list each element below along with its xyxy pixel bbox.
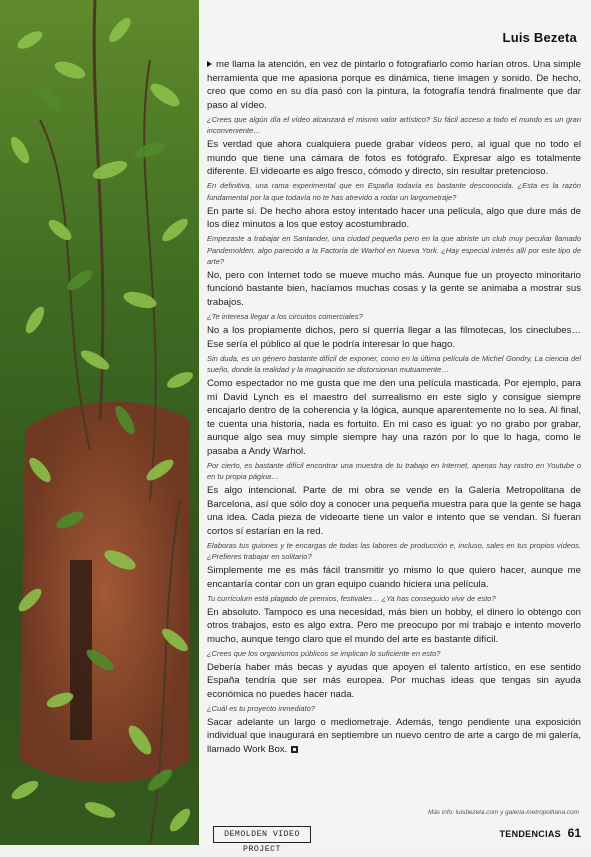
answer-paragraph: En absoluto. Tampoco es una necesidad, más bien un hobby, el dinero lo obtengo con otros trabajos, esto es algo extra. Pero me preocupo por mi trabajo e intento moverlo mucho, aunque tengo claro que el mundo del arte es bastante difícil. [207, 606, 581, 645]
answer-paragraph: me llama la atención, en vez de pintarlo o fotografiarlo como harían otros. Una simple herramienta que me apasiona porque es dinámica, tiene imagen y sonido. De hecho, creo que como en su día pasó con la pintura, la fotografía tendrá finalmente que dar paso al vídeo. [207, 59, 581, 111]
answer-paragraph: Es verdad que ahora cualquiera puede grabar vídeos pero, al igual que no todo el mundo que tiene una cámara de fotos es fotógrafo. Expresar algo es totalmente diferente. El videoarte es algo fresco, cómodo y directo, sin resultar pretencioso. [207, 139, 581, 177]
answer-paragraph: Simplemente me es más fácil transmitir yo mismo lo que quiero hacer, aunque me encantaría contar con un gran equipo cuando hiciera una película. [207, 565, 581, 590]
answer-paragraph [207, 716, 581, 757]
page-number: 61 [567, 826, 581, 840]
question-paragraph: ¿Crees que algún día el vídeo alcanzará el mismo valor artístico? Su fácil acceso a todo el mundo es un gran inconveniente… [207, 114, 581, 135]
answer-paragraph: En parte sí. De hecho ahora estoy intentado hacer una película, algo que dure más de los diez minutos a los que estoy acostumbrado. [207, 205, 581, 230]
article-page [199, 0, 591, 845]
section-name: TENDENCIAS [499, 829, 561, 839]
project-label: DEMOLDEN VIDEO PROJECT [213, 826, 311, 843]
question-paragraph: Tu currículum está plagado de premios, festivales… ¿Ya has conseguido vivir de esto? [207, 593, 496, 603]
more-info-line: Más info: luisbezeta.com y galeria-metropolitana.com [428, 809, 579, 816]
author-name: Luis Bezeta [502, 30, 577, 45]
answer-text: Sacar adelante un largo o mediometraje. Además, tengo pendiente una exposición individual que inaugurará en septiembre un nuevo centro de arte a cargo de mi galería, llamado Work Box. [207, 716, 581, 755]
foliage-photo [0, 0, 199, 845]
answer-paragraph: No a los propiamente dichos, pero sí querría llegar a las filmotecas, los cineclubes… Ese sería el público al que le podría interesar lo que hago. [207, 325, 581, 350]
question-paragraph: Sin duda, es un género bastante difícil de exponer, como en la última película de Michel Gondry, La ciencia del sueño, donde la realidad y la imaginación se distorsionan mutuamente… [207, 353, 581, 374]
answer-paragraph: Como espectador no me gusta que me den una película masticada. Por ejemplo, para mí David Lynch es el maestro del surrealismo en este siglo y consigue siempre encajarlo dentro de la coherencia y la lógica, aunque aparentemente no lo sea. Al final, te cuenta una historia, nada es fortuito. En mi caso es igual: yo no grabo por grabar, aunque algo sea muy simple siempre hay una razón por lo que lo haga, como le pasaba a Andy Warhol. [207, 378, 581, 457]
question-paragraph: ¿Te interesa llegar a los circuitos comerciales? [207, 312, 363, 321]
end-of-article-icon [291, 746, 298, 753]
question-paragraph: Elaboras tus guiones y te encargas de todas las labores de producción e, incluso, sales en tus propios vídeos. ¿Prefieres trabajar en solitario? [207, 540, 581, 561]
question-paragraph: ¿Cuál es tu proyecto inmediato? [207, 703, 315, 713]
answer-paragraph: Es algo intencional. Parte de mi obra se vende en la Galería Metropolitana de Barcelona, así que sólo doy a conocer una pequeña muestra para que la gente se haga una idea. Cada pieza de videoarte tiene un valor e intento que se vendan. Si fueran cortos sí estarían en la red. [207, 485, 581, 537]
question-paragraph: Por cierto, es bastante difícil encontrar una muestra de tu trabajo en Internet, apenas hay rastro en Youtube o en tu propia página… [207, 460, 581, 481]
question-paragraph: Empezaste a trabajar en Santander, una ciudad pequeña pero en la que abriste un club muy peculiar llamado Pandemolden, algo parecido a la Factoría de Warhol en Nueva York. ¿Hay especial interés allí por este tipo de arte? [207, 234, 581, 266]
interview-text [207, 58, 581, 758]
answer-paragraph: Debería haber más becas y ayudas que apoyen el talento artístico, en ese sentido España tendría que ser más europea. Por muchas ideas que tengas sin ayuda económica no puedes hacer nada. [207, 661, 581, 700]
question-paragraph: ¿Crees que los organismos públicos se implican lo suficiente en esto? [207, 648, 441, 658]
question-paragraph: En definitiva, una rama experimental que en España todavía es bastante desconocida. ¿Esta es la razón fundamental por la que todavía no te has atrevido a rodar un largometraje? [207, 181, 581, 202]
answer-paragraph: No, pero con Internet todo se mueve mucho más. Aunque fue un proyecto minoritario funcionó bastante bien, hacíamos muchas cosas y la gente se animaba a mostrar sus trabajos. [207, 269, 581, 308]
